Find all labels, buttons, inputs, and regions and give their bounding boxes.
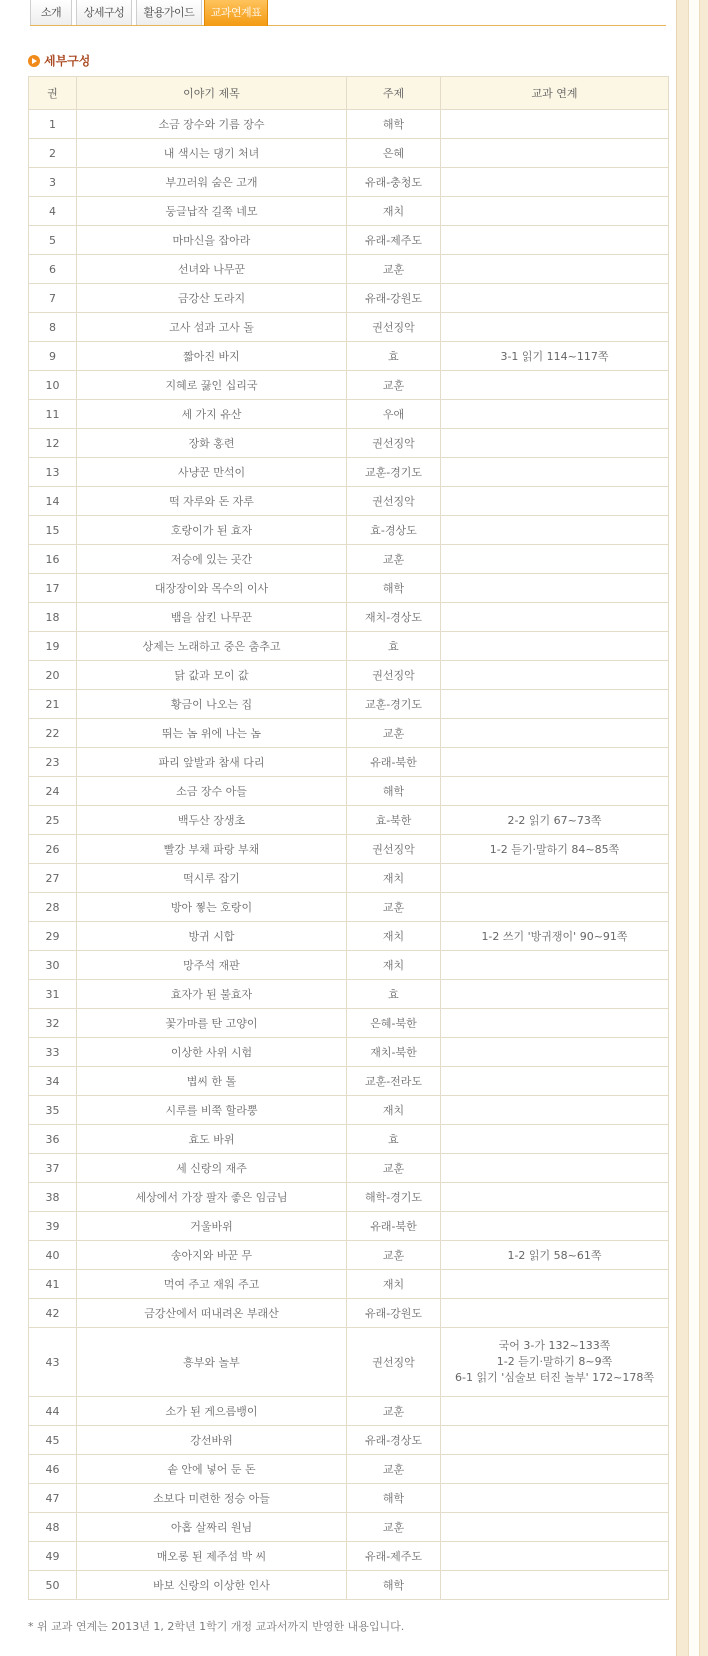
cell-curriculum: 2-2 읽기 67~73쪽	[441, 806, 669, 835]
cell-theme: 해학	[347, 110, 441, 139]
cell-curriculum	[441, 690, 669, 719]
header-curriculum: 교과 연계	[441, 77, 669, 110]
table-row	[29, 690, 669, 719]
cell-curriculum	[441, 458, 669, 487]
cell-curriculum	[441, 110, 669, 139]
table-row	[29, 719, 669, 748]
table-row	[29, 777, 669, 806]
cell-title: 상제는 노래하고 중은 춤추고	[77, 632, 347, 661]
cell-title: 소가 된 게으름뱅이	[77, 1397, 347, 1426]
cell-theme: 권선징악	[347, 661, 441, 690]
cell-curriculum	[441, 748, 669, 777]
cell-theme: 해학-경기도	[347, 1183, 441, 1212]
cell-curriculum	[441, 313, 669, 342]
table-row	[29, 1299, 669, 1328]
cell-theme: 재치	[347, 1096, 441, 1125]
cell-volume: 14	[29, 487, 77, 516]
table-row	[29, 226, 669, 255]
cell-theme: 교훈	[347, 1455, 441, 1484]
cell-theme: 교훈	[347, 255, 441, 284]
cell-theme: 재치-경상도	[347, 603, 441, 632]
cell-curriculum	[441, 1513, 669, 1542]
cell-curriculum	[441, 1154, 669, 1183]
table-row	[29, 1328, 669, 1397]
cell-theme: 효	[347, 632, 441, 661]
cell-title: 떡 자루와 돈 자루	[77, 487, 347, 516]
section-title-label: 세부구성	[44, 54, 91, 68]
table-row	[29, 429, 669, 458]
cell-theme: 권선징악	[347, 313, 441, 342]
cell-title: 솥 안에 넣어 둔 돈	[77, 1455, 347, 1484]
cell-curriculum	[441, 255, 669, 284]
table-row	[29, 1096, 669, 1125]
cell-curriculum	[441, 951, 669, 980]
cell-volume: 29	[29, 922, 77, 951]
cell-volume: 9	[29, 342, 77, 371]
cell-volume: 12	[29, 429, 77, 458]
table-row	[29, 1183, 669, 1212]
cell-title: 세상에서 가장 팔자 좋은 임금님	[77, 1183, 347, 1212]
cell-title: 지혜로 끓인 십리국	[77, 371, 347, 400]
cell-theme: 교훈-경기도	[347, 690, 441, 719]
cell-theme: 효	[347, 342, 441, 371]
table-row	[29, 1455, 669, 1484]
cell-title: 시루를 비쭉 할라뿡	[77, 1096, 347, 1125]
cell-curriculum	[441, 371, 669, 400]
table-row	[29, 893, 669, 922]
table-row	[29, 516, 669, 545]
cell-theme: 교훈	[347, 545, 441, 574]
cell-volume: 20	[29, 661, 77, 690]
cell-volume: 6	[29, 255, 77, 284]
cell-theme: 유래-경상도	[347, 1426, 441, 1455]
cell-volume: 38	[29, 1183, 77, 1212]
cell-volume: 13	[29, 458, 77, 487]
cell-theme: 교훈	[347, 719, 441, 748]
table-row	[29, 1571, 669, 1600]
cell-curriculum: 1-2 듣기·말하기 84~85쪽	[441, 835, 669, 864]
cell-curriculum: 1-2 읽기 58~61쪽	[441, 1241, 669, 1270]
table-row	[29, 139, 669, 168]
cell-theme: 효-북한	[347, 806, 441, 835]
table-row	[29, 342, 669, 371]
cell-volume: 16	[29, 545, 77, 574]
cell-volume: 34	[29, 1067, 77, 1096]
cell-curriculum	[441, 1397, 669, 1426]
table-row	[29, 864, 669, 893]
cell-title: 송아지와 바꾼 무	[77, 1241, 347, 1270]
cell-title: 사냥꾼 만석이	[77, 458, 347, 487]
cell-volume: 39	[29, 1212, 77, 1241]
cell-title: 망주석 재판	[77, 951, 347, 980]
cell-theme: 교훈	[347, 1241, 441, 1270]
cell-theme: 교훈	[347, 893, 441, 922]
cell-title: 바보 신랑의 이상한 인사	[77, 1571, 347, 1600]
cell-title: 호랑이가 된 효자	[77, 516, 347, 545]
cell-volume: 50	[29, 1571, 77, 1600]
cell-volume: 1	[29, 110, 77, 139]
cell-title: 고사 섬과 고사 돌	[77, 313, 347, 342]
scrollbar-track[interactable]	[688, 0, 700, 1656]
cell-title: 황금이 나오는 집	[77, 690, 347, 719]
table-row	[29, 1397, 669, 1426]
table-row	[29, 197, 669, 226]
cell-theme: 교훈	[347, 1154, 441, 1183]
cell-title: 먹여 주고 재워 주고	[77, 1270, 347, 1299]
cell-volume: 10	[29, 371, 77, 400]
table-row	[29, 1009, 669, 1038]
cell-theme: 해학	[347, 1484, 441, 1513]
cell-curriculum	[441, 980, 669, 1009]
cell-theme: 유래-제주도	[347, 226, 441, 255]
cell-title: 강선바위	[77, 1426, 347, 1455]
cell-title: 방아 찧는 호랑이	[77, 893, 347, 922]
cell-volume: 5	[29, 226, 77, 255]
cell-theme: 유래-강원도	[347, 284, 441, 313]
cell-curriculum	[441, 1270, 669, 1299]
cell-title: 세 가지 유산	[77, 400, 347, 429]
cell-volume: 24	[29, 777, 77, 806]
table-row	[29, 951, 669, 980]
cell-curriculum	[441, 429, 669, 458]
cell-theme: 해학	[347, 1571, 441, 1600]
cell-curriculum	[441, 516, 669, 545]
cell-theme: 은혜	[347, 139, 441, 168]
cell-volume: 15	[29, 516, 77, 545]
cell-curriculum	[441, 1067, 669, 1096]
cell-volume: 48	[29, 1513, 77, 1542]
cell-title: 방귀 시합	[77, 922, 347, 951]
table-row	[29, 400, 669, 429]
cell-volume: 42	[29, 1299, 77, 1328]
cell-volume: 49	[29, 1542, 77, 1571]
cell-title: 파리 앞발과 참새 다리	[77, 748, 347, 777]
cell-title: 금강산 도라지	[77, 284, 347, 313]
cell-curriculum	[441, 1038, 669, 1067]
cell-curriculum	[441, 1484, 669, 1513]
cell-theme: 해학	[347, 574, 441, 603]
table-row	[29, 1241, 669, 1270]
cell-curriculum	[441, 719, 669, 748]
cell-curriculum	[441, 1125, 669, 1154]
cell-title: 장화 홍련	[77, 429, 347, 458]
cell-volume: 25	[29, 806, 77, 835]
table-row	[29, 487, 669, 516]
cell-title: 소금 장수 아들	[77, 777, 347, 806]
cell-volume: 43	[29, 1328, 77, 1397]
cell-title: 백두산 장생초	[77, 806, 347, 835]
cell-curriculum	[441, 226, 669, 255]
cell-theme: 교훈	[347, 371, 441, 400]
table-row	[29, 1154, 669, 1183]
table-row	[29, 255, 669, 284]
table-row	[29, 632, 669, 661]
cell-curriculum	[441, 400, 669, 429]
cell-volume: 40	[29, 1241, 77, 1270]
cell-volume: 45	[29, 1426, 77, 1455]
cell-theme: 우애	[347, 400, 441, 429]
cell-volume: 33	[29, 1038, 77, 1067]
table-row	[29, 1067, 669, 1096]
cell-volume: 41	[29, 1270, 77, 1299]
cell-curriculum	[441, 1096, 669, 1125]
cell-volume: 26	[29, 835, 77, 864]
cell-title: 뛰는 놈 위에 나는 놈	[77, 719, 347, 748]
table-row	[29, 313, 669, 342]
table-row	[29, 284, 669, 313]
tab-detail[interactable]: 상세구성	[76, 0, 132, 25]
cell-theme: 유래-북한	[347, 1212, 441, 1241]
cell-theme: 해학	[347, 777, 441, 806]
cell-theme: 유래-북한	[347, 748, 441, 777]
cell-theme: 효	[347, 1125, 441, 1154]
cell-curriculum	[441, 1299, 669, 1328]
cell-theme: 교훈-경기도	[347, 458, 441, 487]
cell-title: 효자가 된 불효자	[77, 980, 347, 1009]
table-row	[29, 545, 669, 574]
cell-theme: 재치	[347, 864, 441, 893]
cell-volume: 27	[29, 864, 77, 893]
cell-curriculum: 3-1 읽기 114~117쪽	[441, 342, 669, 371]
cell-curriculum: 1-2 쓰기 '방귀쟁이' 90~91쪽	[441, 922, 669, 951]
cell-theme: 재치	[347, 951, 441, 980]
cell-title: 내 색시는 댕기 처녀	[77, 139, 347, 168]
cell-theme: 권선징악	[347, 429, 441, 458]
arrow-circle-icon	[28, 55, 40, 67]
cell-curriculum	[441, 284, 669, 313]
table-row	[29, 748, 669, 777]
cell-theme: 교훈	[347, 1513, 441, 1542]
cell-volume: 31	[29, 980, 77, 1009]
cell-volume: 22	[29, 719, 77, 748]
cell-curriculum	[441, 893, 669, 922]
cell-volume: 4	[29, 197, 77, 226]
cell-volume: 36	[29, 1125, 77, 1154]
cell-volume: 35	[29, 1096, 77, 1125]
table-row	[29, 1038, 669, 1067]
cell-theme: 재치-북한	[347, 1038, 441, 1067]
cell-theme: 효	[347, 980, 441, 1009]
cell-theme: 권선징악	[347, 1328, 441, 1397]
cell-curriculum	[441, 197, 669, 226]
cell-volume: 32	[29, 1009, 77, 1038]
cell-title: 효도 바위	[77, 1125, 347, 1154]
cell-volume: 8	[29, 313, 77, 342]
cell-title: 부끄러워 숨은 고개	[77, 168, 347, 197]
footnote: * 위 교과 연계는 2013년 1, 2학년 1학기 개정 교과서까지 반영한 내용입니다.	[28, 1620, 405, 1633]
table-row	[29, 980, 669, 1009]
table-row	[29, 1125, 669, 1154]
table-row	[29, 168, 669, 197]
cell-title: 흥부와 놀부	[77, 1328, 347, 1397]
cell-curriculum	[441, 661, 669, 690]
cell-title: 떡시루 잡기	[77, 864, 347, 893]
cell-volume: 3	[29, 168, 77, 197]
cell-title: 소보다 미련한 정승 아들	[77, 1484, 347, 1513]
header-volume: 권	[29, 77, 77, 110]
cell-curriculum	[441, 1009, 669, 1038]
cell-volume: 11	[29, 400, 77, 429]
table-row	[29, 1484, 669, 1513]
cell-title: 대장장이와 목수의 이사	[77, 574, 347, 603]
cell-curriculum	[441, 487, 669, 516]
cell-title: 세 신랑의 재주	[77, 1154, 347, 1183]
cell-theme: 재치	[347, 922, 441, 951]
cell-curriculum	[441, 1183, 669, 1212]
cell-title: 뱀을 삼킨 나무꾼	[77, 603, 347, 632]
table-row	[29, 371, 669, 400]
story-table	[28, 76, 669, 1600]
cell-theme: 권선징악	[347, 487, 441, 516]
cell-title: 닭 값과 모이 값	[77, 661, 347, 690]
table-row	[29, 110, 669, 139]
cell-title: 빨강 부채 파랑 부채	[77, 835, 347, 864]
cell-curriculum	[441, 545, 669, 574]
table-header-row	[29, 77, 669, 110]
cell-volume: 37	[29, 1154, 77, 1183]
cell-curriculum	[441, 168, 669, 197]
cell-theme: 유래-제주도	[347, 1542, 441, 1571]
cell-theme: 효-경상도	[347, 516, 441, 545]
cell-curriculum	[441, 864, 669, 893]
cell-volume: 17	[29, 574, 77, 603]
tab-bar	[30, 0, 666, 26]
table-row	[29, 1270, 669, 1299]
cell-volume: 28	[29, 893, 77, 922]
cell-curriculum	[441, 1455, 669, 1484]
table-row	[29, 1426, 669, 1455]
cell-title: 소금 장수와 기름 장수	[77, 110, 347, 139]
cell-title: 이상한 사위 시험	[77, 1038, 347, 1067]
table-row	[29, 603, 669, 632]
cell-curriculum	[441, 574, 669, 603]
cell-title: 매오롱 된 제주섬 박 씨	[77, 1542, 347, 1571]
cell-curriculum	[441, 603, 669, 632]
cell-title: 선녀와 나무꾼	[77, 255, 347, 284]
cell-theme: 교훈	[347, 1397, 441, 1426]
cell-title: 거울바위	[77, 1212, 347, 1241]
cell-curriculum	[441, 1542, 669, 1571]
cell-title: 볍씨 한 톨	[77, 1067, 347, 1096]
cell-title: 아홉 살짜리 원님	[77, 1513, 347, 1542]
cell-volume: 18	[29, 603, 77, 632]
cell-title: 금강산에서 떠내려온 부래산	[77, 1299, 347, 1328]
cell-curriculum	[441, 1571, 669, 1600]
table-row	[29, 1513, 669, 1542]
table-row	[29, 1212, 669, 1241]
table-row	[29, 922, 669, 951]
cell-title: 마마신을 잡아라	[77, 226, 347, 255]
cell-curriculum	[441, 139, 669, 168]
tab-intro[interactable]: 소개	[30, 0, 72, 25]
table-row	[29, 458, 669, 487]
cell-volume: 21	[29, 690, 77, 719]
tab-curriculum[interactable]: 교과연계표	[204, 0, 268, 26]
cell-volume: 19	[29, 632, 77, 661]
cell-volume: 46	[29, 1455, 77, 1484]
cell-volume: 2	[29, 139, 77, 168]
tab-guide[interactable]: 활용가이드	[136, 0, 202, 25]
cell-theme: 재치	[347, 1270, 441, 1299]
cell-volume: 23	[29, 748, 77, 777]
table-row	[29, 1542, 669, 1571]
table-row	[29, 806, 669, 835]
cell-title: 둥글납작 길쭉 네모	[77, 197, 347, 226]
cell-title: 꽃가마를 탄 고양이	[77, 1009, 347, 1038]
table-row	[29, 661, 669, 690]
cell-curriculum	[441, 1212, 669, 1241]
cell-curriculum	[441, 632, 669, 661]
cell-title: 짧아진 바지	[77, 342, 347, 371]
cell-title: 저승에 있는 곳간	[77, 545, 347, 574]
table-row	[29, 574, 669, 603]
cell-theme: 재치	[347, 197, 441, 226]
cell-curriculum	[441, 1426, 669, 1455]
table-row	[29, 835, 669, 864]
cell-curriculum: 국어 3-가 132~133쪽 1-2 듣기·말하기 8~9쪽 6-1 읽기 '심술보 터진 놀부' 172~178쪽	[441, 1328, 669, 1397]
cell-theme: 유래-충청도	[347, 168, 441, 197]
cell-volume: 47	[29, 1484, 77, 1513]
cell-theme: 은혜-북한	[347, 1009, 441, 1038]
cell-volume: 30	[29, 951, 77, 980]
cell-volume: 44	[29, 1397, 77, 1426]
cell-theme: 교훈-전라도	[347, 1067, 441, 1096]
cell-theme: 유래-강원도	[347, 1299, 441, 1328]
header-title: 이야기 제목	[77, 77, 347, 110]
cell-theme: 권선징악	[347, 835, 441, 864]
header-theme: 주제	[347, 77, 441, 110]
cell-volume: 7	[29, 284, 77, 313]
cell-curriculum	[441, 777, 669, 806]
